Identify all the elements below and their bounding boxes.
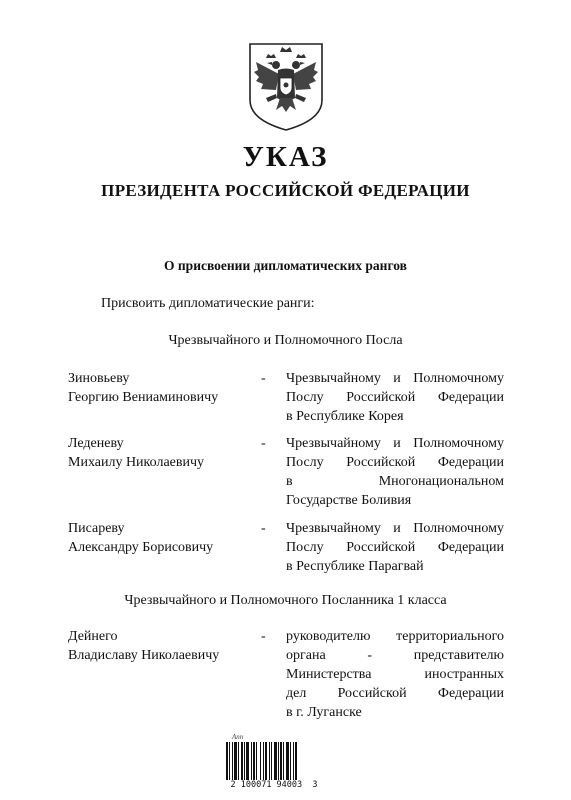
appointee-position: Чрезвычайному и Полномочному Послу Российской Федерации в Республике Парагвай bbox=[286, 521, 504, 574]
rank-heading-envoy: Чрезвычайного и Полномочного Посланника 1 класса bbox=[124, 593, 447, 608]
barcode-digits: 2 100071 94003 3 bbox=[230, 780, 318, 790]
barcode-bar bbox=[256, 742, 257, 780]
rank-heading-ambassador: Чрезвычайного и Полномочного Посла bbox=[168, 333, 403, 348]
barcode-bar bbox=[253, 742, 255, 780]
separator-dash: - bbox=[261, 629, 266, 644]
barcode-bar bbox=[290, 742, 291, 780]
barcode-bar bbox=[263, 742, 264, 780]
decree-intro: Присвоить дипломатические ранги: bbox=[101, 296, 315, 311]
appointee-name: Дейнего Владиславу Николаевичу bbox=[68, 629, 220, 663]
barcode-bar bbox=[251, 742, 252, 780]
barcode-bar bbox=[265, 742, 267, 780]
decree-subject: О присвоении дипломатических рангов bbox=[164, 258, 407, 273]
barcode-bar bbox=[269, 742, 270, 780]
barcode-bar bbox=[246, 742, 249, 780]
barcode-bar bbox=[260, 742, 261, 780]
barcode-bar bbox=[278, 742, 279, 780]
separator-dash: - bbox=[261, 521, 266, 536]
barcode-bar bbox=[244, 742, 245, 780]
barcode-bar bbox=[226, 742, 228, 780]
appointee-position: руководителю территориального органа - представителю Министерства иностранных дел Российской Федерации в г. Луганске bbox=[286, 629, 504, 720]
barcode-bar bbox=[234, 742, 237, 780]
appointee-name: Леденеву Михаилу Николаевичу bbox=[68, 436, 205, 470]
barcode-bar bbox=[274, 742, 277, 780]
appointee-name: Писареву Александру Борисовичу bbox=[68, 521, 214, 555]
barcode-bar bbox=[283, 742, 284, 780]
barcode-image bbox=[224, 742, 324, 780]
decree-title: УКАЗ bbox=[242, 141, 329, 173]
separator-dash: - bbox=[261, 371, 266, 386]
barcode-bar bbox=[241, 742, 243, 780]
barcode-bar bbox=[238, 742, 239, 780]
appointee-position: Чрезвычайному и Полномочному Послу Российской Федерации в Многонациональном Государстве Боливия bbox=[286, 436, 504, 508]
barcode-mark: Ann bbox=[232, 733, 244, 741]
barcode-bar bbox=[293, 742, 294, 780]
barcode-bar bbox=[229, 742, 230, 780]
barcode-bar bbox=[280, 742, 282, 780]
decree-subtitle: ПРЕЗИДЕНТА РОССИЙСКОЙ ФЕДЕРАЦИИ bbox=[101, 181, 470, 200]
barcode-bar bbox=[295, 742, 297, 780]
coat-of-arms-emblem bbox=[246, 40, 326, 132]
barcode-bar bbox=[232, 742, 233, 780]
appointee-position: Чрезвычайному и Полномочному Послу Российской Федерации в Республике Корея bbox=[286, 371, 504, 424]
appointee-name: Зиновьеву Георгию Вениаминовичу bbox=[68, 371, 219, 405]
barcode-bar bbox=[286, 742, 289, 780]
separator-dash: - bbox=[261, 436, 266, 451]
barcode-bar bbox=[271, 742, 272, 780]
